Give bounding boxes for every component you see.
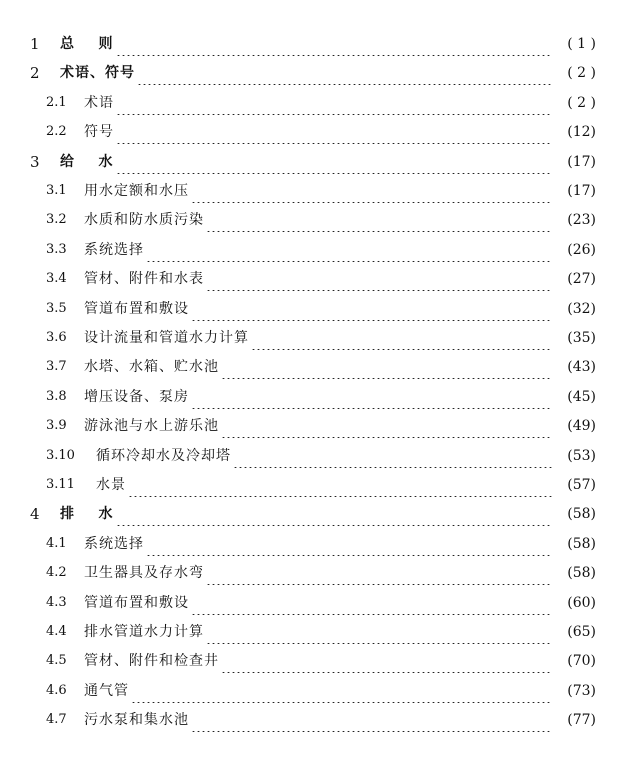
toc-entry-title: 排 水 <box>60 506 114 522</box>
toc-entry-page: (17) <box>567 183 596 199</box>
toc-entry-title: 符号 <box>84 124 114 140</box>
dot-leader <box>116 120 552 144</box>
toc-entry-page: (70) <box>567 653 596 669</box>
toc-entry-number: 3.3 <box>46 242 67 257</box>
toc-entry-number: 4.3 <box>46 595 67 610</box>
toc-entry-page: (77) <box>567 712 596 728</box>
toc-entry-number: 3 <box>30 153 40 171</box>
toc-entry-title: 管道布置和敷设 <box>84 595 189 611</box>
toc-chapter-entry[interactable] <box>0 150 630 174</box>
toc-entry-number: 4.4 <box>46 624 67 639</box>
toc-entry-title: 管材、附件和水表 <box>84 271 204 287</box>
toc-entry-title: 增压设备、泵房 <box>84 389 189 405</box>
dot-leader <box>191 708 552 732</box>
toc-entry-title: 总 则 <box>60 36 114 52</box>
toc-entry-number: 3.1 <box>46 183 67 198</box>
toc-section-entry[interactable] <box>0 355 630 379</box>
dot-leader <box>206 267 552 291</box>
toc-entry-page: (58) <box>567 536 596 552</box>
toc-entry-number: 2.2 <box>46 124 67 139</box>
toc-entry-page: (45) <box>567 389 596 405</box>
toc-entry-page: (53) <box>567 448 596 464</box>
dot-leader <box>116 502 553 526</box>
toc-entry-title: 污水泵和集水池 <box>84 712 189 728</box>
dot-leader <box>128 473 552 497</box>
toc-entry-page: (57) <box>567 477 596 493</box>
toc-entry-title: 系统选择 <box>84 536 144 552</box>
toc-section-entry[interactable] <box>0 385 630 409</box>
toc-entry-title: 水景 <box>96 477 126 493</box>
dot-leader <box>251 326 552 350</box>
dot-leader <box>146 238 552 262</box>
dot-leader <box>116 150 553 174</box>
toc-entry-title: 卫生器具及存水弯 <box>84 565 204 581</box>
toc-chapter-entry[interactable] <box>0 502 630 526</box>
toc-section-entry[interactable] <box>0 532 630 556</box>
toc-entry-number: 4.5 <box>46 653 67 668</box>
toc-entry-page: (43) <box>567 359 596 375</box>
dot-leader <box>221 414 552 438</box>
toc-entry-title: 术语 <box>84 95 114 111</box>
toc-entry-page: (58) <box>567 565 596 581</box>
toc-entry-page: ( 2 ) <box>567 65 596 81</box>
toc-section-entry[interactable] <box>0 267 630 291</box>
toc-entry-page: (17) <box>567 154 596 170</box>
toc-entry-number: 3.6 <box>46 330 67 345</box>
dot-leader <box>206 620 552 644</box>
toc-section-entry[interactable] <box>0 120 630 144</box>
toc-section-entry[interactable] <box>0 414 630 438</box>
dot-leader <box>221 649 552 673</box>
toc-entry-number: 3.10 <box>46 448 75 463</box>
dot-leader <box>191 385 552 409</box>
toc-entry-number: 3.9 <box>46 418 67 433</box>
toc-entry-number: 4.7 <box>46 712 67 727</box>
toc-entry-number: 3.7 <box>46 359 67 374</box>
dot-leader <box>191 297 552 321</box>
toc-entry-page: (23) <box>567 212 596 228</box>
toc-entry-number: 4.1 <box>46 536 67 551</box>
toc-entry-title: 水塔、水箱、贮水池 <box>84 359 219 375</box>
dot-leader <box>131 679 552 703</box>
toc-section-entry[interactable] <box>0 649 630 673</box>
toc-entry-title: 循环冷却水及冷却塔 <box>96 448 231 464</box>
toc-section-entry[interactable] <box>0 561 630 585</box>
toc-entry-number: 3.8 <box>46 389 67 404</box>
toc-section-entry[interactable] <box>0 591 630 615</box>
toc-section-entry[interactable] <box>0 326 630 350</box>
dot-leader <box>191 179 552 203</box>
toc-entry-number: 2 <box>30 64 40 82</box>
toc-entry-page: (60) <box>567 595 596 611</box>
toc-entry-number: 3.11 <box>46 477 75 492</box>
toc-entry-number: 3.4 <box>46 271 67 286</box>
dot-leader <box>221 355 552 379</box>
toc-entry-page: (58) <box>567 506 596 522</box>
toc-entry-page: (32) <box>567 301 596 317</box>
toc-entry-title: 系统选择 <box>84 242 144 258</box>
toc-section-entry[interactable] <box>0 91 630 115</box>
toc-entry-page: (12) <box>567 124 596 140</box>
toc-entry-page: ( 1 ) <box>567 36 596 52</box>
toc-section-entry[interactable] <box>0 708 630 732</box>
toc-entry-page: (49) <box>567 418 596 434</box>
toc-section-entry[interactable] <box>0 473 630 497</box>
toc-section-entry[interactable] <box>0 444 630 468</box>
toc-entry-title: 排水管道水力计算 <box>84 624 204 640</box>
dot-leader <box>233 444 552 468</box>
toc-entry-number: 4.2 <box>46 565 67 580</box>
toc-entry-title: 通气管 <box>84 683 129 699</box>
toc-entry-title: 给 水 <box>60 154 114 170</box>
toc-entry-number: 4 <box>30 505 40 523</box>
toc-entry-page: (73) <box>567 683 596 699</box>
toc-entry-title: 游泳池与水上游乐池 <box>84 418 219 434</box>
toc-entry-page: (26) <box>567 242 596 258</box>
dot-leader <box>137 61 552 85</box>
toc-entry-page: (35) <box>567 330 596 346</box>
toc-chapter-entry[interactable] <box>0 32 630 56</box>
toc-entry-title: 管道布置和敷设 <box>84 301 189 317</box>
toc-entry-number: 1 <box>30 35 40 53</box>
dot-leader <box>116 32 553 56</box>
dot-leader <box>206 208 552 232</box>
toc-entry-title: 设计流量和管道水力计算 <box>84 330 249 346</box>
toc-section-entry[interactable] <box>0 238 630 262</box>
toc-entry-number: 4.6 <box>46 683 67 698</box>
toc-entry-page: (65) <box>567 624 596 640</box>
toc-section-entry[interactable] <box>0 179 630 203</box>
toc-section-entry[interactable] <box>0 620 630 644</box>
toc-entry-number: 3.5 <box>46 301 67 316</box>
toc-entry-number: 2.1 <box>46 95 67 110</box>
toc-chapter-entry[interactable] <box>0 61 630 85</box>
dot-leader <box>191 591 552 615</box>
dot-leader <box>146 532 552 556</box>
toc-entry-title: 水质和防水质污染 <box>84 212 204 228</box>
toc-entry-page: ( 2 ) <box>567 95 596 111</box>
toc-section-entry[interactable] <box>0 679 630 703</box>
toc-entry-number: 3.2 <box>46 212 67 227</box>
dot-leader <box>116 91 552 115</box>
toc-entry-title: 管材、附件和检查井 <box>84 653 219 669</box>
toc-entry-title: 术语、符号 <box>60 65 135 81</box>
toc-section-entry[interactable] <box>0 208 630 232</box>
toc-entry-title: 用水定额和水压 <box>84 183 189 199</box>
dot-leader <box>206 561 552 585</box>
toc-entry-page: (27) <box>567 271 596 287</box>
toc-section-entry[interactable] <box>0 297 630 321</box>
